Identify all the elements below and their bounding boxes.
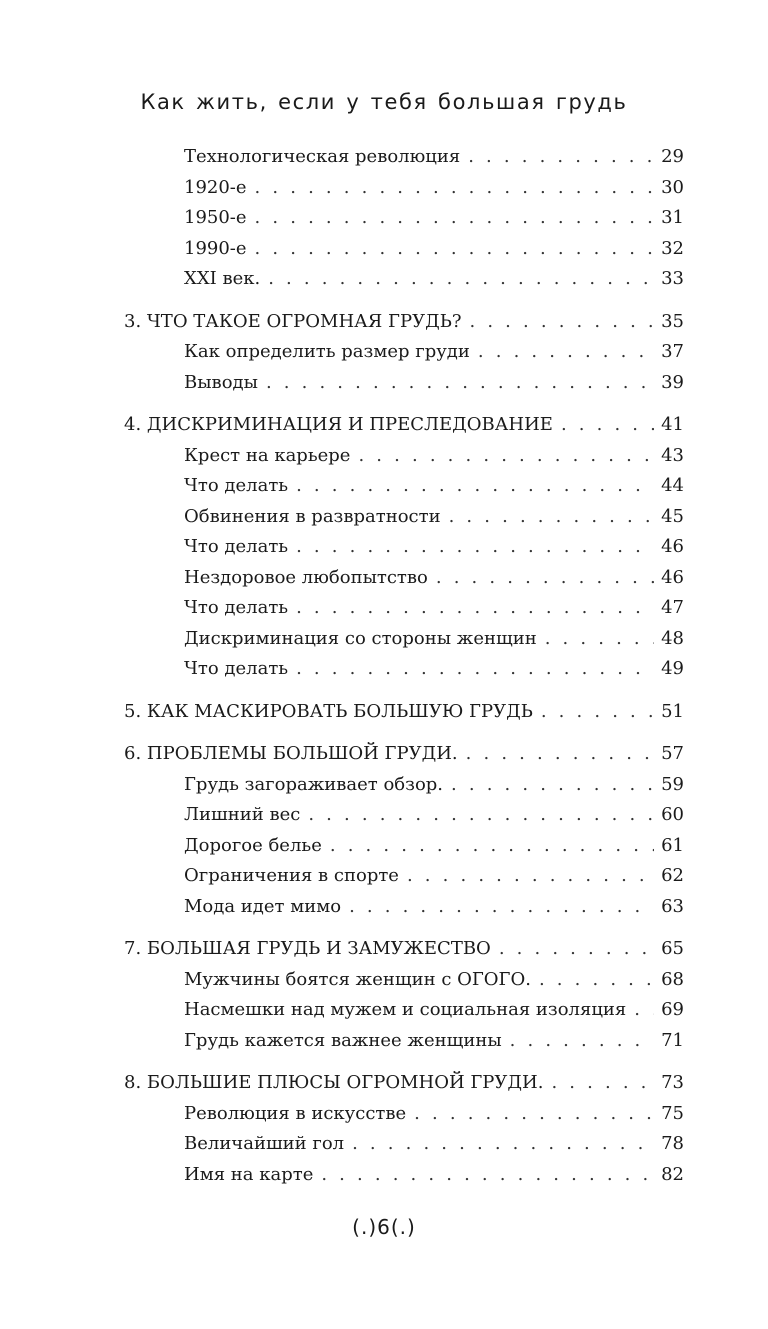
toc-entry-page-number: 62 [661,865,684,886]
toc-entry-title: Грудь кажется важнее женщины [184,1029,502,1051]
toc-dot-leader [349,892,654,923]
toc-dot-leader [414,1099,654,1130]
toc-section-entry [124,800,684,831]
toc-entry-title: Революция в искусстве [184,1102,407,1124]
toc-entry-title: XXI век. [184,268,261,289]
toc-dot-leader [352,1129,654,1160]
toc-entry-page-number: 32 [661,237,684,259]
toc-entry-page-number: 46 [661,566,684,588]
toc-entry-title: Имя на карте [184,1163,314,1185]
toc-entry-page-number: 43 [661,444,684,466]
toc-entry-title: 8. БОЛЬШИЕ ПЛЮСЫ ОГРОМНОЙ ГРУДИ. [124,1072,544,1093]
toc-dot-leader [561,410,654,441]
toc-entry-page-number: 41 [661,414,684,435]
toc-dot-leader [407,861,654,892]
toc-dot-leader [451,770,654,801]
toc-entry-title: Мужчины боятся женщин с ОГОГО. [184,968,531,990]
toc-section-entry [124,203,684,234]
toc-dot-leader [255,203,654,234]
toc-section-entry [124,1160,684,1191]
toc-entry-title: Что делать [184,475,289,496]
toc-entry-page-number: 65 [661,938,684,959]
toc-entry-page-number: 49 [661,658,684,679]
toc-dot-leader [296,593,654,624]
toc-chapter-entry [124,307,684,338]
toc-entry-title: Что делать [184,597,289,618]
toc-dot-leader [539,965,654,996]
toc-entry-page-number: 71 [661,1029,684,1051]
toc-chapter-entry [124,1068,684,1099]
toc-chapter-entry [124,739,684,770]
toc-entry-page-number: 63 [661,895,684,917]
toc-entry-page-number: 51 [661,700,684,722]
toc-entry-title: Величайший гол [184,1133,345,1154]
toc-dot-leader [296,532,654,563]
toc-entry-title: 6. ПРОБЛЕМЫ БОЛЬШОЙ ГРУДИ. [124,743,458,764]
toc-entry-title: Ограничения в спорте [184,865,399,886]
toc-dot-leader [308,800,654,831]
toc-entry-page-number: 31 [661,207,684,228]
toc-section-entry [124,892,684,923]
toc-section-entry [124,234,684,265]
toc-entry-page-number: 48 [661,627,684,649]
page-number: (.)6(.) [352,1215,416,1239]
toc-section-entry [124,471,684,502]
toc-entry-page-number: 59 [661,773,684,795]
toc-entry-page-number: 69 [661,999,684,1020]
toc-entry-page-number: 47 [661,597,684,618]
toc-entry-title: 4. ДИСКРИМИНАЦИЯ И ПРЕСЛЕДОВАНИЕ [124,414,553,435]
toc-entry-title: Технологическая революция [184,146,461,167]
running-head-title: Как жить, если у тебя большая грудь [140,90,628,114]
toc-entry-page-number: 46 [661,536,684,557]
toc-entry-page-number: 61 [661,834,684,856]
toc-dot-leader [255,173,654,204]
toc-entry-title: 1950-е [184,207,247,228]
toc-entry-title: Нездоровое любопытство [184,566,428,588]
toc-section-entry [124,995,684,1026]
toc-dot-leader [470,307,655,338]
toc-chapter-entry [124,410,684,441]
toc-entry-title: Выводы [184,371,258,393]
toc-section-entry [124,654,684,685]
toc-entry-page-number: 45 [661,505,684,527]
toc-chapter-entry [124,697,684,728]
toc-entry-page-number: 35 [661,310,684,332]
toc-entry-page-number: 33 [661,268,684,289]
toc-dot-leader [296,471,654,502]
toc-section-entry [124,441,684,472]
toc-entry-title: 1990-е [184,237,247,259]
toc-section-entry [124,624,684,655]
toc-entry-title: Дорогое белье [184,834,322,856]
toc-entry-page-number: 60 [661,804,684,825]
table-of-contents [124,142,684,1190]
toc-section-entry [124,1026,684,1057]
toc-dot-leader [545,624,654,655]
toc-entry-title: Крест на карьере [184,444,351,466]
toc-dot-leader [466,739,654,770]
toc-entry-title: Мода идет мимо [184,895,342,917]
toc-dot-leader [478,337,654,368]
toc-entry-title: Как определить размер груди [184,341,470,362]
toc-entry-page-number: 57 [661,743,684,764]
toc-section-entry [124,563,684,594]
toc-dot-leader [510,1026,654,1057]
toc-entry-page-number: 30 [661,176,684,198]
toc-entry-page-number: 78 [661,1133,684,1154]
toc-chapter-entry [124,934,684,965]
toc-entry-title: 7. БОЛЬШАЯ ГРУДЬ И ЗАМУЖЕСТВО [124,938,491,959]
toc-entry-title: Что делать [184,536,289,557]
toc-dot-leader [541,697,654,728]
toc-dot-leader [468,142,654,173]
toc-entry-title: 3. ЧТО ТАКОЕ ОГРОМНАЯ ГРУДЬ? [124,310,462,332]
toc-section-entry [124,173,684,204]
toc-entry-page-number: 73 [661,1072,684,1093]
toc-dot-leader [330,831,654,862]
toc-section-entry [124,532,684,563]
toc-section-entry [124,861,684,892]
toc-section-entry [124,770,684,801]
toc-entry-page-number: 68 [661,968,684,990]
toc-dot-leader [499,934,654,965]
toc-dot-leader [449,502,654,533]
toc-entry-title: Обвинения в развратности [184,505,441,527]
toc-entry-title: 5. КАК МАСКИРОВАТЬ БОЛЬШУЮ ГРУДЬ [124,700,533,722]
toc-section-entry [124,368,684,399]
toc-entry-page-number: 82 [661,1163,684,1185]
toc-dot-leader [436,563,654,594]
toc-entry-page-number: 39 [661,371,684,393]
toc-entry-page-number: 37 [661,341,684,362]
toc-section-entry [124,965,684,996]
toc-dot-leader [266,368,654,399]
toc-dot-leader [634,995,654,1026]
toc-section-entry [124,142,684,173]
toc-dot-leader [551,1068,654,1099]
toc-dot-leader [296,654,654,685]
toc-entry-page-number: 44 [661,475,684,496]
toc-entry-page-number: 75 [661,1102,684,1124]
toc-section-entry [124,264,684,295]
toc-entry-title: Лишний вес [184,804,301,825]
toc-entry-page-number: 29 [661,146,684,167]
toc-dot-leader [321,1160,654,1191]
toc-dot-leader [268,264,654,295]
toc-dot-leader [255,234,654,265]
toc-section-entry [124,502,684,533]
toc-entry-title: 1920-е [184,176,247,198]
toc-section-entry [124,1129,684,1160]
toc-entry-title: Что делать [184,658,289,679]
toc-dot-leader [358,441,654,472]
toc-entry-title: Насмешки над мужем и социальная изоляция [184,999,627,1020]
toc-section-entry [124,831,684,862]
toc-entry-title: Дискриминация со стороны женщин [184,627,537,649]
toc-section-entry [124,1099,684,1130]
toc-section-entry [124,337,684,368]
toc-entry-title: Грудь загораживает обзор. [184,773,444,795]
toc-section-entry [124,593,684,624]
